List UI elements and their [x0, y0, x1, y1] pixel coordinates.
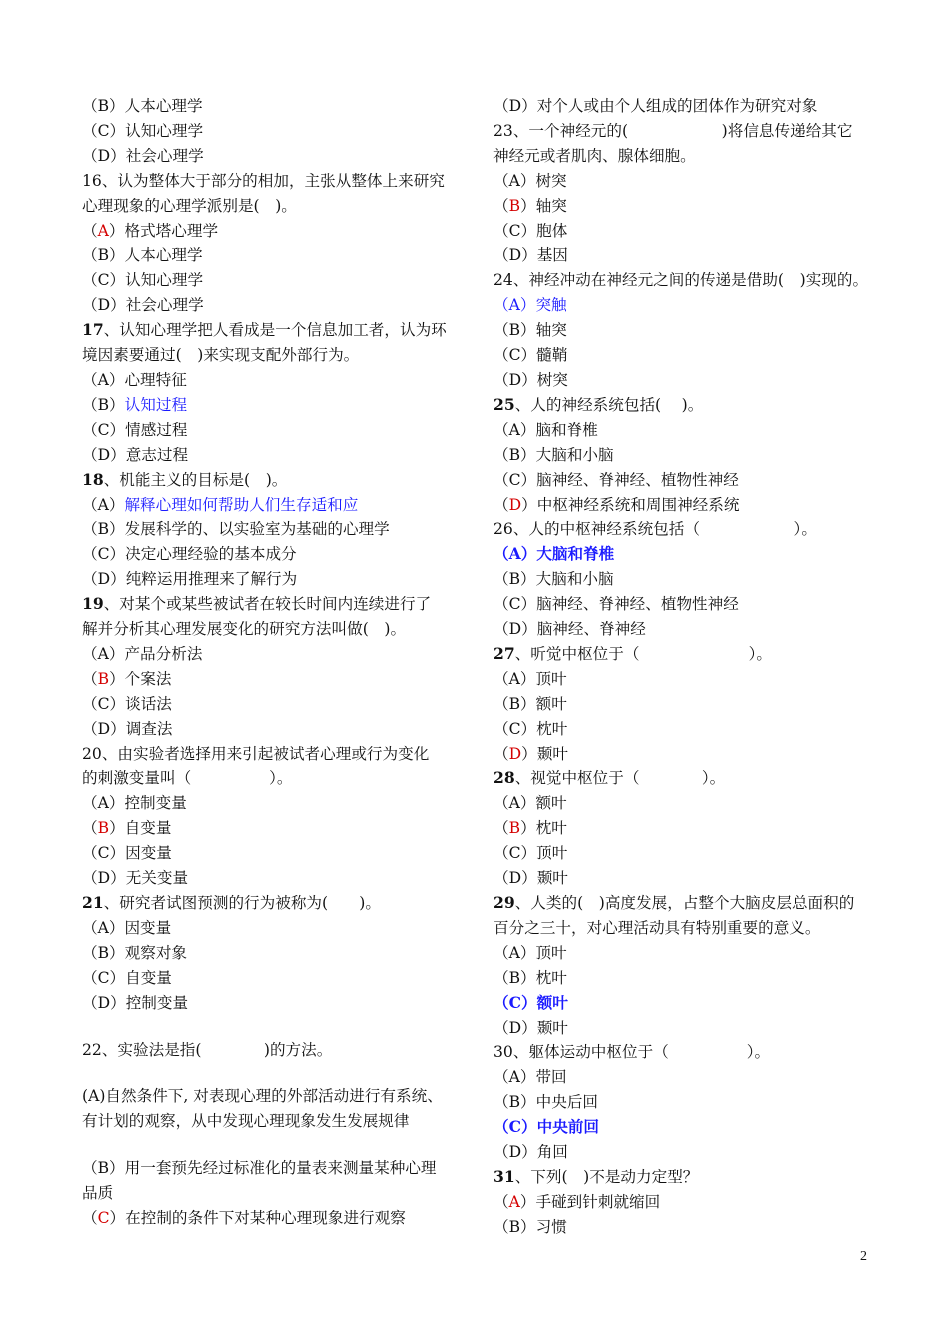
text-line	[493, 766, 893, 791]
text-span: （A）突触	[493, 296, 567, 315]
text-line	[493, 991, 893, 1016]
text-span: 27	[493, 643, 515, 663]
text-span: （A）额叶	[493, 794, 567, 813]
text-span: （D）控制变量	[82, 993, 189, 1012]
text-line	[82, 1084, 472, 1109]
text-span: （B）枕叶	[493, 968, 567, 987]
text-line	[82, 816, 472, 841]
text-span: 、人类的( )高度发展，占整个大脑皮层总面积的	[514, 894, 855, 912]
text-span: （C）脑神经、脊神经、植物性神经	[493, 595, 739, 614]
text-line	[82, 1062, 472, 1084]
text-span: 17	[82, 320, 104, 340]
text-line	[82, 891, 472, 916]
text-line	[493, 1190, 893, 1215]
text-span: 、研究者试图预测的行为被称为( )。	[103, 894, 381, 912]
text-span: （A）带回	[493, 1068, 567, 1087]
text-span: （D）社会心理学	[82, 296, 204, 315]
text-span: ）轴突	[520, 196, 567, 215]
text-line	[82, 268, 472, 293]
text-line	[82, 567, 472, 592]
text-line	[493, 841, 893, 866]
text-line	[493, 169, 893, 194]
text-line	[493, 742, 893, 767]
left-column	[82, 94, 472, 1231]
text-line	[493, 1165, 893, 1190]
text-span: （B）中央后回	[493, 1093, 599, 1112]
text-line	[493, 493, 893, 518]
text-line	[82, 169, 472, 194]
text-span: (A)自然条件下, 对表现心理的外部活动进行有系统、	[82, 1087, 443, 1106]
text-span: B	[508, 196, 521, 215]
text-span: 、对某个或某些被试者在较长时间内连续进行了	[103, 595, 432, 614]
text-span: 、听觉中枢位于（ ）。	[514, 644, 772, 663]
text-line	[493, 443, 893, 468]
text-line	[82, 742, 472, 767]
text-line	[82, 119, 472, 144]
text-span: （D）对个人或由个人组成的团体作为研究对象	[493, 97, 818, 115]
text-line	[493, 268, 893, 293]
text-span: B	[97, 669, 110, 688]
text-span: 、视觉中枢位于（ ）。	[514, 769, 726, 788]
text-line	[493, 1115, 893, 1140]
text-span: （A）因变量	[82, 918, 172, 937]
text-line	[82, 1181, 472, 1206]
text-line	[493, 517, 893, 542]
text-span: （A）心理特征	[82, 370, 187, 389]
text-line	[82, 144, 472, 169]
text-span: 18	[82, 469, 104, 489]
text-span: （B）人本心理学	[82, 246, 203, 265]
text-span: （C）中央前回	[493, 1117, 599, 1137]
text-line	[493, 941, 893, 966]
text-span: 20、由实验者选择用来引起被试者心理或行为变化	[82, 744, 430, 763]
text-line	[82, 443, 472, 468]
text-span: （	[493, 495, 509, 514]
text-span: （C）自变量	[82, 968, 172, 987]
text-span: （B）发展科学的、以实验室为基础的心理学	[82, 520, 390, 539]
text-span: 认知过程	[124, 395, 188, 414]
text-line	[493, 692, 893, 717]
text-line	[493, 592, 893, 617]
text-span: 有计划的观察，从中发现心理现象发生发展规律	[82, 1112, 410, 1131]
text-line	[493, 542, 893, 567]
text-line	[493, 966, 893, 991]
text-span: （D）颞叶	[493, 1018, 568, 1037]
text-span: （B）大脑和小脑	[493, 445, 614, 464]
text-line	[82, 592, 472, 617]
text-span: （B）用一套预先经过标准化的量表来测量某种心理	[82, 1159, 437, 1178]
text-line	[493, 642, 893, 667]
text-span: （C）髓鞘	[493, 346, 568, 365]
text-span: （B）习惯	[493, 1217, 567, 1236]
text-line	[493, 418, 893, 443]
text-span: （D）基因	[493, 246, 568, 265]
text-line	[493, 567, 893, 592]
text-span: （A）控制变量	[82, 794, 187, 813]
text-line	[82, 293, 472, 318]
text-line	[493, 468, 893, 493]
text-span: （A）顶叶	[493, 669, 567, 688]
text-span: ）自变量	[109, 819, 172, 838]
text-span: （	[82, 1209, 98, 1228]
text-span: 解并分析其心理发展变化的研究方法叫做( )。	[82, 620, 407, 639]
text-span: （A）脑和脊椎	[493, 420, 598, 439]
text-line	[82, 542, 472, 567]
text-span: （D）树突	[493, 370, 568, 389]
text-line	[82, 617, 472, 642]
text-line	[82, 991, 472, 1016]
text-span: （C）谈话法	[82, 694, 172, 713]
text-line	[82, 393, 472, 418]
text-line	[82, 941, 472, 966]
text-line	[493, 219, 893, 244]
text-span: （C）情感过程	[82, 420, 188, 439]
text-span: 26、人的中枢神经系统包括（ ）。	[493, 520, 817, 539]
text-span: （D）纯粹运用推理来了解行为	[82, 570, 298, 589]
text-span: ）手碰到针刺就缩回	[519, 1192, 661, 1211]
text-line	[493, 717, 893, 742]
text-line	[493, 194, 893, 219]
text-span: 神经元或者肌肉、腺体细胞。	[493, 146, 696, 165]
text-line	[493, 318, 893, 343]
text-span: 境因素要通过( )来实现支配外部行为。	[82, 346, 360, 365]
text-span: 24、神经冲动在神经元之间的传递是借助( )实现的。	[493, 271, 869, 290]
text-line	[493, 1090, 893, 1115]
text-line	[82, 667, 472, 692]
text-span: （C）枕叶	[493, 719, 568, 738]
text-span: 品质	[82, 1184, 114, 1203]
text-line	[493, 343, 893, 368]
text-line	[493, 368, 893, 393]
text-span: （D）角回	[493, 1143, 568, 1162]
text-span: （B）大脑和小脑	[493, 570, 614, 589]
text-line	[82, 841, 472, 866]
text-line	[493, 144, 893, 169]
text-span: （D）意志过程	[82, 445, 189, 464]
text-span: （	[493, 1192, 509, 1211]
text-span: 、机能主义的目标是( )。	[103, 470, 288, 489]
text-span: B	[97, 819, 110, 838]
text-span: （A）大脑和脊椎	[493, 544, 615, 564]
text-span: 31	[493, 1166, 515, 1186]
page-number: 2	[860, 1249, 867, 1264]
text-span: 、认知心理学把人看成是一个信息加工者，认为环	[103, 321, 447, 340]
text-span: （C）额叶	[493, 992, 568, 1012]
text-line	[82, 1016, 472, 1038]
text-span: （	[82, 221, 98, 240]
text-line	[82, 1109, 472, 1134]
text-span: （A）顶叶	[493, 943, 567, 962]
text-line	[82, 866, 472, 891]
text-span: 29	[493, 893, 515, 912]
text-span: （	[493, 744, 509, 763]
text-span: ）个案法	[109, 669, 172, 688]
text-line	[493, 617, 893, 642]
text-span: （B）轴突	[493, 321, 567, 340]
text-span: （B）人本心理学	[82, 97, 203, 115]
text-span: 心理现象的心理学派别是( )。	[82, 196, 297, 215]
text-span: 21	[82, 893, 104, 912]
text-line	[493, 891, 893, 916]
text-span: 解释心理如何帮助人们生存适和应	[124, 495, 359, 514]
text-span: 23、一个神经元的( )将信息传递给其它	[493, 121, 853, 140]
text-span: （D）无关变量	[82, 869, 189, 888]
text-span: （A）产品分析法	[82, 644, 203, 663]
text-span: （D）脑神经、脊神经	[493, 620, 646, 639]
text-span: ）颞叶	[521, 744, 568, 763]
text-line	[493, 1140, 893, 1165]
text-span: 百分之三十，对心理活动具有特别重要的意义。	[493, 918, 821, 937]
text-line	[82, 517, 472, 542]
text-span: （B）	[82, 395, 125, 414]
text-line	[493, 243, 893, 268]
text-span: （	[493, 819, 509, 838]
text-span: （B）额叶	[493, 694, 567, 713]
text-span: （C）因变量	[82, 844, 172, 863]
text-line	[493, 94, 893, 119]
text-line	[493, 1016, 893, 1041]
text-span: 22、实验法是指( )的方法。	[82, 1040, 333, 1059]
text-span: 25	[493, 394, 515, 414]
text-span: ）格式塔心理学	[108, 221, 219, 240]
text-span: 19	[82, 594, 104, 614]
text-line	[82, 966, 472, 991]
text-line	[82, 1038, 472, 1063]
text-line	[82, 493, 472, 518]
text-span: （	[82, 819, 98, 838]
text-span: （C）胞体	[493, 221, 568, 240]
text-span: （A）	[82, 495, 125, 514]
text-span: （C）顶叶	[493, 844, 568, 863]
text-span: B	[508, 819, 521, 838]
text-span: （A）树突	[493, 171, 567, 190]
text-line	[493, 916, 893, 941]
text-line	[82, 468, 472, 493]
text-line	[493, 119, 893, 144]
text-line	[493, 1040, 893, 1065]
text-line	[493, 293, 893, 318]
text-line	[82, 343, 472, 368]
text-span: C	[97, 1209, 110, 1228]
text-span: （C）决定心理经验的基本成分	[82, 545, 297, 564]
text-line	[82, 642, 472, 667]
text-span: D	[508, 495, 522, 514]
text-line	[82, 1206, 472, 1231]
text-span: ）枕叶	[520, 819, 567, 838]
text-line	[82, 194, 472, 219]
text-line	[82, 368, 472, 393]
text-line	[493, 1215, 893, 1240]
text-line	[493, 791, 893, 816]
text-span: A	[97, 221, 109, 240]
text-span: （D）颞叶	[493, 869, 568, 888]
right-column	[493, 94, 893, 1240]
text-line	[82, 418, 472, 443]
text-span: 28	[493, 768, 515, 788]
text-span: 的刺激变量叫（ ）。	[82, 769, 293, 788]
text-span: （D）社会心理学	[82, 146, 204, 165]
text-line	[82, 94, 472, 119]
text-span: 、人的神经系统包括( )。	[514, 395, 704, 414]
text-line	[82, 318, 472, 343]
text-span: D	[508, 744, 522, 763]
text-span: A	[508, 1192, 520, 1211]
text-line	[493, 667, 893, 692]
text-span: ）中枢神经系统和周围神经系统	[521, 495, 740, 514]
text-line	[82, 219, 472, 244]
text-line	[82, 916, 472, 941]
text-line	[493, 393, 893, 418]
text-span: （B）观察对象	[82, 943, 188, 962]
text-line	[82, 766, 472, 791]
text-span: （C）认知心理学	[82, 271, 204, 290]
text-span: （	[493, 196, 509, 215]
text-line	[493, 816, 893, 841]
text-line	[82, 1134, 472, 1156]
text-span: 30、躯体运动中枢位于（ ）。	[493, 1043, 771, 1062]
text-line	[82, 717, 472, 742]
text-line	[82, 1156, 472, 1181]
text-span: （D）调查法	[82, 719, 173, 738]
text-line	[82, 791, 472, 816]
text-span: ）在控制的条件下对某种心理现象进行观察	[109, 1209, 406, 1228]
text-span: （	[82, 669, 98, 688]
text-span: （C）认知心理学	[82, 121, 204, 140]
text-line	[82, 243, 472, 268]
text-span: 、下列( )不是动力定型？	[514, 1167, 699, 1186]
text-line	[493, 866, 893, 891]
text-line	[82, 692, 472, 717]
text-line	[493, 1065, 893, 1090]
text-span: （C）脑神经、脊神经、植物性神经	[493, 470, 739, 489]
text-span: 16、认为整体大于部分的相加，主张从整体上来研究	[82, 171, 445, 190]
